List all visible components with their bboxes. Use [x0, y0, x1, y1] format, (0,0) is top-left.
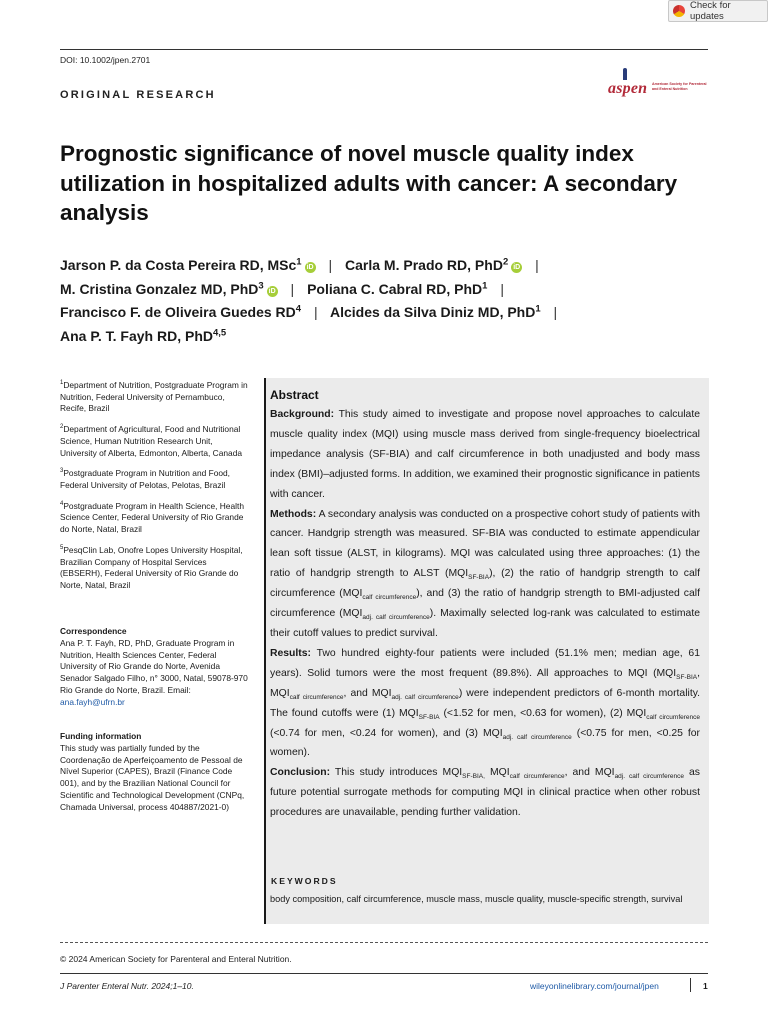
- page-separator: [690, 978, 691, 992]
- correspondence-text: Ana P. T. Fayh, RD, PhD, Graduate Program in Nutrition, Health Sciences Center, Federal University of Rio Grande do Norte, Avenida Senador Salgado Filho, n° 3000, Natal, 59078-970 Rio Grande do Norte, Brazil.: [60, 637, 248, 695]
- author[interactable]: M. Cristina Gonzalez MD, PhD$^3$: [60, 279, 264, 297]
- footer-dotted-rule: [60, 942, 708, 943]
- keywords-heading: KEYWORDS: [271, 876, 338, 886]
- abstract-heading: Abstract: [270, 388, 319, 402]
- email-label: Email:: [167, 684, 191, 695]
- check-for-updates-button[interactable]: [668, 0, 768, 22]
- funding-heading: Funding information: [60, 731, 142, 741]
- author-separator: |: [535, 257, 539, 273]
- affiliation: $^3$Postgraduate Program in Nutrition and Food, Federal University of Pelotas, Pelotas, Brazil: [60, 468, 231, 490]
- aspen-logo-word: aspen: [608, 80, 648, 97]
- keywords-text: body composition, calf circumference, muscle mass, muscle quality, muscle-specific strength, survival: [270, 894, 683, 904]
- author-separator: |: [328, 257, 333, 273]
- article-type: ORIGINAL RESEARCH: [60, 89, 216, 101]
- orcid-icon[interactable]: iD: [268, 287, 276, 295]
- aspen-logo: [608, 68, 710, 100]
- journal-citation: J Parenter Enteral Nutr. 2024;1–10.: [60, 981, 194, 991]
- article-title: Prognostic significance of novel muscle quality index utilization in hospitalized adults with cancer: A secondary analysis: [60, 141, 678, 225]
- affiliation: $^5$PesqClin Lab, Onofre Lopes University Hospital, Brazilian Company of Hospital Services (EBSERH), Federal University of Rio Grande do Norte, Natal, Brazil: [60, 544, 243, 591]
- affiliation: $^2$Department of Agricultural, Food and Nutritional Science, Human Nutrition Research Unit, University of Alberta, Edmonton, Alberta, Canada: [60, 423, 243, 458]
- orcid-icon[interactable]: iD: [306, 264, 314, 271]
- check-for-updates-label: Check for updates: [690, 0, 731, 22]
- correspondence: [60, 626, 250, 709]
- affiliation: $^4$Postgraduate Program in Health Science, Health Science Center, Federal University of Rio Grande do Norte, Natal, Brazil: [60, 500, 244, 535]
- funding-text: This study was partially funded by the Coordenação de Aperfeiçoamento de Pessoal de Nível Superior (CAPES), Brazil (Finance Code 001), and by the Brazilian National Council for Scientific and Technological Development (CNPq, Chamada Universal, process 404887/2021-0): [60, 742, 245, 812]
- author-separator: |: [313, 304, 318, 320]
- footer-rule: [60, 973, 708, 974]
- author-separator: |: [500, 280, 504, 297]
- affiliations: [60, 378, 250, 599]
- aspen-logo-subtext: American Society for Parenteral and Enteral Nutrition: [652, 82, 707, 91]
- affiliation: $^1$Department of Nutrition, Postgraduate Program in Nutrition, Federal University of Pernambuco, Recife, Brazil: [60, 379, 248, 414]
- author-separator: |: [290, 280, 295, 297]
- journal-url-link[interactable]: wileyonlinelibrary.com/journal/jpen: [530, 981, 659, 991]
- crossmark-icon: [673, 5, 685, 17]
- orcid-icon[interactable]: iD: [513, 264, 521, 271]
- page-number: 1: [703, 981, 708, 991]
- author[interactable]: Alcides da Silva Diniz MD, PhD$^1$: [329, 303, 541, 320]
- header-rule: [60, 49, 708, 50]
- author-list: [60, 254, 710, 348]
- author[interactable]: Poliana C. Cabral RD, PhD$^1$: [307, 279, 488, 297]
- author[interactable]: Ana P. T. Fayh RD, PhD$^{4,5}$: [60, 326, 227, 344]
- copyright: © 2024 American Society for Parenteral and Enteral Nutrition.: [60, 954, 292, 964]
- torch-icon: [623, 68, 627, 80]
- author[interactable]: Jarson P. da Costa Pereira RD, MSc$^1$: [60, 256, 302, 273]
- correspondence-heading: Correspondence: [60, 626, 127, 636]
- funding-information: [60, 731, 250, 814]
- author-separator: |: [553, 304, 558, 320]
- abstract-text: Background: This study aimed to investigate and propose novel approaches to calculate muscle quality index (MQI) using muscle mass derived from single-frequency bioelectrical impedance analysis (SF-BIA) and calf circumference in both unadjusted and body mass index (BMI)–adjusted forms. In addition, we examined their prognostic significance in patients with cancer. Methods: A secondary analysis was conducted on a prospective cohort study of patients with cancer. Handgrip strength was measured. SF-BIA was conducted to estimate appendicular lean soft tissue (ALST, in kilograms). MQI was calculated using three approaches: (1) the ratio of handgrip strength to ALST $(MQI_{SF-BIA})$, (2) the ratio of handgrip strength to calf circumference $(MQI_{calf circumference})$, and (3) the ratio of handgrip strength to BMI-adjusted calf circumference $(MQI_{adj. calf circumference})$. Maximally selected log-rank was calculated to estimate their cutoff values to predict survival. Results: Two hundred eighty-four patients were included (51.1% men; median age, 61 years). Solid tumors were the most frequent (89.8%). All approaches to MQI ($MQI_{SF-BIA}$, $MQI_{calf circumference}$, and $MQI_{adj. calf circumference}$) were independent predictors of 6-month mortality. The found cutoffs were (1) $MQI_{SF-BIA}$ (<1.52 for men, <0.63 for women), (2) $MQI_{calf circumference}$ (<0.74 for men, <0.24 for women), and (3) $MQI_{adj. calf circumference}$ (<0.75 for men, <0.25 for women). Conclusion: This study introduces $MQI_{SF-BIA,}$ $MQI_{calf circumference}$, and $MQI_{adj. calf circumference}$ as future potential surrogate methods for computing MQI in clinical practice when other robust procedures are unavailable, pending further validation.: [270, 409, 701, 819]
- author[interactable]: Francisco F. de Oliveira Guedes $RD^4$: [60, 303, 302, 320]
- author[interactable]: Carla M. Prado RD, PhD$^2$: [345, 256, 509, 273]
- doi: DOI: 10.1002/jpen.2701: [60, 55, 151, 65]
- email-link[interactable]: ana.fayh@ufrn.br: [60, 696, 125, 707]
